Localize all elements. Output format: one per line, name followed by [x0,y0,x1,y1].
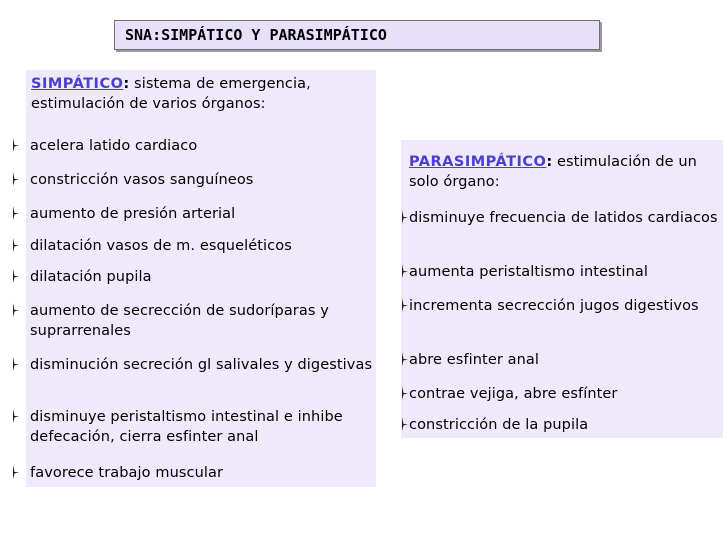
bullet-icon [397,385,409,401]
bullet-icon [8,302,20,318]
list-item: disminuye peristaltismo intestinal e inhibe defecación, cierra esfinter anal [30,407,374,447]
list-item: abre esfinter anal [409,350,721,370]
bullet-icon [397,416,409,432]
list-item: contrae vejiga, abre esfínter [409,384,721,404]
bullet-icon [8,356,20,372]
simpatico-description: sistema de emergencia, estimulación de varios órganos: [31,76,311,112]
simpatico-panel [26,70,376,487]
parasimpatico-description: estimulación de un solo órgano: [409,154,697,190]
bullet-icon [8,408,20,424]
list-item: acelera latido cardiaco [30,136,374,156]
bullet-icon [8,464,20,480]
simpatico-colon: : [123,76,130,92]
bullet-icon [397,209,409,225]
parasimpatico-heading [409,152,719,192]
simpatico-heading [31,74,372,114]
parasimpatico-keyword: PARASIMPÁTICO [409,154,547,170]
list-item: disminuye frecuencia de latidos cardiacos [409,208,721,228]
bullet-icon [8,137,20,153]
bullet-icon [8,237,20,253]
bullet-icon [8,205,20,221]
list-item: favorece trabajo muscular [30,463,374,483]
list-item: constricción de la pupila [409,415,721,435]
slide-title: SNA:SIMPÁTICO Y PARASIMPÁTICO [114,20,600,50]
bullet-icon [397,351,409,367]
list-item: dilatación vasos de m. esqueléticos [30,236,374,256]
parasimpatico-panel [401,140,723,438]
list-item: incrementa secrección jugos digestivos [409,296,721,316]
list-item: aumenta peristaltismo intestinal [409,262,721,282]
bullet-icon [397,263,409,279]
list-item: aumento de presión arterial [30,204,374,224]
list-item: constricción vasos sanguíneos [30,170,374,190]
parasimpatico-colon: : [546,154,553,170]
bullet-icon [397,297,409,313]
bullet-icon [8,268,20,284]
list-item: dilatación pupila [30,267,374,287]
bullet-icon [8,171,20,187]
list-item: disminución secreción gl salivales y digestivas [30,355,374,375]
simpatico-keyword: SIMPÁTICO [31,76,124,92]
list-item: aumento de secrección de sudoríparas y suprarrenales [30,301,374,341]
